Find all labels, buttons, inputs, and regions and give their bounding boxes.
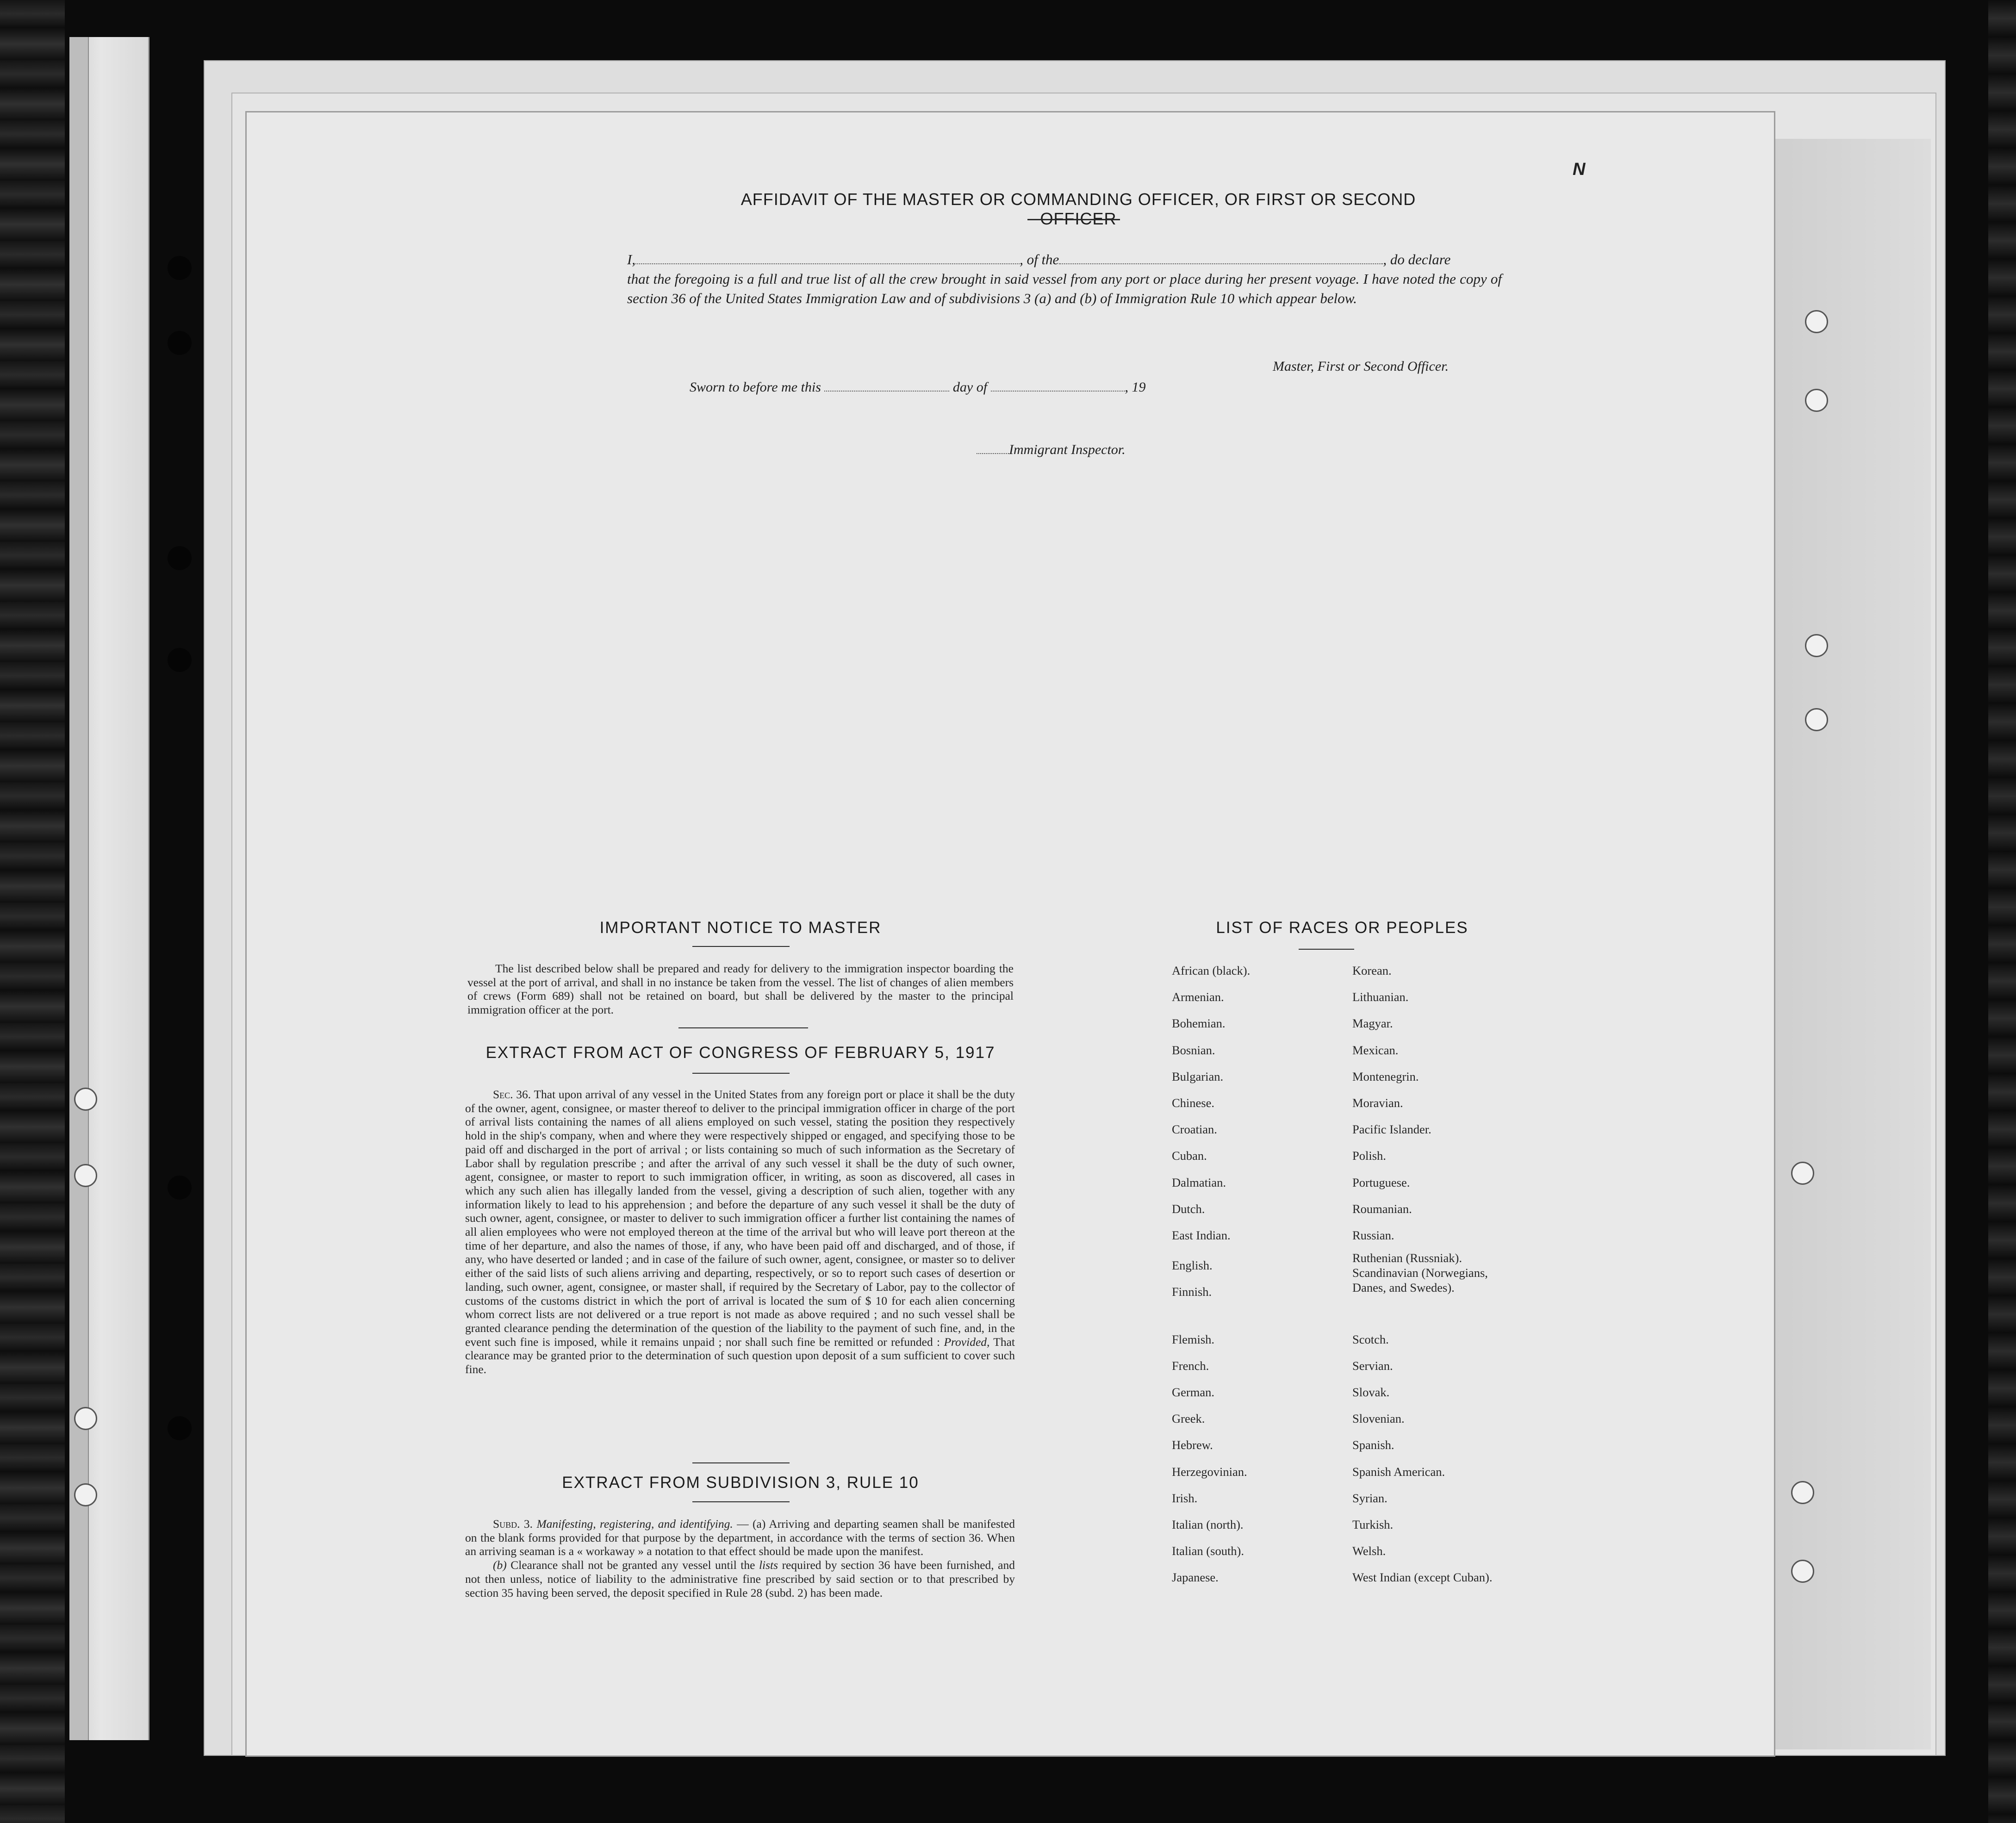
race-item: Portuguese. [1352,1175,1410,1189]
extract-rule-title: EXTRACT FROM SUBDIVISION 3, RULE 10 [562,1474,919,1492]
race-item: Scandinavian (Norwegians, [1352,1266,1488,1280]
subd-b-paragraph [465,1558,1015,1599]
race-item: Roumanian. [1352,1201,1412,1216]
affidavit-declaration-line [627,250,1502,269]
margin-mark: N [1573,160,1586,179]
extract-act-title: EXTRACT FROM ACT OF CONGRESS OF FEBRUARY 5, 1917 [485,1044,996,1062]
subd-a-text: — (a) Arriving and departing seamen shall be manifested on the blank forms provided for that purpose by the department, in accordance with the terms of section 36. When an arriving seaman is a « workaway » a notation to that effect should be made upon the manifest. [465,1517,1015,1558]
punch-hole-ring [74,1088,97,1111]
race-item: West Indian (except Cuban). [1352,1570,1493,1585]
race-item: Scotch. [1352,1332,1389,1346]
race-item: Chinese. [1172,1096,1214,1110]
inspector-line [977,442,1126,458]
race-item: Italian (south). [1172,1544,1244,1558]
race-item: Cuban. [1172,1149,1207,1163]
race-item: African (black). [1172,964,1251,977]
race-item: Polish. [1352,1149,1386,1163]
punch-hole [168,331,192,355]
punch-hole-ring [74,1164,97,1187]
punch-hole-ring [1805,634,1828,657]
punch-hole-ring [1791,1481,1814,1504]
race-item: Armenian. [1172,990,1224,1004]
extract-rule-text [465,1517,1015,1599]
punch-hole-ring [74,1407,97,1430]
vessel-name-field[interactable] [1059,253,1383,264]
race-item: Mexican. [1352,1043,1399,1057]
day-of-label: day of [952,380,988,395]
proviso-label: Provided, [944,1335,990,1349]
race-item: Welsh. [1352,1544,1386,1558]
affidavit-paragraph: that the foregoing is a full and true list of all the crew brought in said vessel from any port or place during her present voyage. I have noted the copy of section 36 of the United States Immigration Law and of subdivisions 3 (a) and (b) of Immigration Rule 10 which appear below. [627,271,1502,306]
subd-b-rest: required by section 36 have been furnished, and not then unless, notice of liability to the administrative fine prescribed by said section or to that prescribed by section 35 having been served, the deposit specified in Rule 28 (subd. 2) has been made. [465,1558,1015,1599]
sworn-day-field[interactable] [824,381,949,392]
race-item: Spanish American. [1352,1464,1445,1479]
notice-title: IMPORTANT NOTICE TO MASTER [599,919,882,937]
sworn-label: Sworn to before me this [690,380,821,395]
punch-hole-ring [1791,1162,1814,1185]
race-item: Bosnian. [1172,1043,1215,1057]
race-item: Croatian. [1172,1122,1217,1137]
sworn-month-field[interactable] [991,381,1125,392]
declare-label: , do declare [1383,251,1451,268]
race-item: Turkish. [1352,1518,1394,1531]
subd-heading: Manifesting, registering, and identifying. [536,1517,733,1531]
race-item: French. [1172,1358,1209,1373]
race-item: Ruthenian (Russniak). [1352,1251,1462,1265]
sworn-line [690,380,1146,395]
race-item: Japanese. [1172,1570,1219,1585]
master-signature-label: Master, First or Second Officer. [1273,359,1449,374]
section-rule [678,1027,808,1028]
race-item: Moravian. [1352,1096,1403,1110]
subd-a-paragraph [465,1517,1015,1558]
race-item: Finnish. [1172,1285,1212,1299]
punch-hole [168,256,192,280]
race-item: Dalmatian. [1172,1175,1226,1189]
race-item: Flemish. [1172,1332,1215,1346]
punch-hole-ring [1791,1560,1814,1583]
notice-paragraph: The list described below shall be prepared and ready for delivery to the immigration inspector boarding the vessel at the port of arrival, and shall in no instance be taken from the vessel. The list of changes of alien members of crews (Form 689) shall not be retained on board, but shall be delivered by the master to the principal immigration officer at the port. [467,962,1014,1017]
race-item: Bohemian. [1172,1016,1226,1031]
sec-text: That upon arrival of any vessel in the United States from any foreign port or place it shall be the duty of the owner, agent, consignee, or master thereof to deliver to the principal immigration officer in charge of the port of arrival lists containing the names of all aliens employed on such vessel, stating the position they respectively hold in the ship's company, when and where they were respectively shipped or engaged, and specifying those to be paid off and discharged in the port of arrival ; or lists containing so much of such information as the Secretary of Labor shall by regulation prescribe ; and after the arrival of any such vessel it shall be the duty of such owner, agent, consignee, or master to report to such immigration officer, in writing, as soon as discovered, all cases in which any such alien has illegally landed from the vessel, giving a description of such alien, together with any information likely to lead to his apprehension ; and before the departure of any such vessel it shall be the duty of such owner, agent, consignee, or master to deliver to such immigration officer a further list containing the names of all alien employees who were not employed thereon at the time of the arrival but who will leave port thereon at the time of her departure, and also the names of those, if any, who have been paid off and discharged, and of those, if any, who have deserted or landed ; and in case of the failure of such owner, agent, consignee, or master so to deliver either of the said lists of such aliens arriving and departing, respectively, or so to report such cases of desertion or landing, such owner, agent, consignee, or master shall, if required by the Secretary of Labor, pay to the collector of customs of the customs district in which the port of arrival is located the sum of $ 10 for each alien concerning whom correct lists are not delivered or a true report is not made as above required ; and no such vessel shall be granted clearance pending the determination of the question of the liability to the payment of such fine, and, in the event such fine is imposed, while it remains unpaid ; nor shall such fine be remitted or refunded : [465,1088,1015,1349]
punch-hole-ring [74,1483,97,1506]
race-item: English. [1172,1258,1213,1273]
title-rule [1027,219,1120,220]
race-item: Hebrew. [1172,1438,1213,1452]
inspector-label: Immigrant Inspector. [1009,442,1126,457]
affidavit-title: AFFIDAVIT OF THE MASTER OR COMMANDING OFFICER, OR FIRST OR SECOND OFFICER [740,190,1416,228]
film-edge-left [0,0,65,1823]
race-item: Syrian. [1352,1491,1388,1505]
subd-b-lists: lists [759,1558,778,1572]
section-rule [692,1073,790,1074]
race-item: Bulgarian. [1172,1069,1224,1083]
inspector-signature-field[interactable] [977,444,1009,454]
race-item: Dutch. [1172,1201,1205,1216]
section-36-paragraph [465,1088,1015,1376]
race-item: Spanish. [1352,1438,1394,1452]
race-item: Korean. [1352,964,1392,977]
punch-hole [168,1176,192,1200]
race-item: German. [1172,1385,1214,1399]
sec-label: Sec. 36. [493,1088,531,1101]
punch-hole-ring [1805,310,1828,333]
race-item: Irish. [1172,1491,1198,1505]
subd-label: Subd. 3. [493,1517,533,1531]
subd-b-start: Clearance shall not be granted any vessel until the [510,1558,755,1572]
races-title: LIST OF RACES OR PEOPLES [1216,919,1468,937]
punch-hole [168,1416,192,1440]
punch-hole-ring [1805,708,1828,731]
race-item: Herzegovinian. [1172,1464,1247,1479]
notice-text [467,962,1014,1017]
race-item: Slovak. [1352,1385,1390,1399]
vessel-label: , of the [1020,251,1059,268]
film-edge-right [1988,0,2016,1823]
section-rule [1299,949,1354,950]
race-item: Servian. [1352,1358,1393,1373]
race-item: Greek. [1172,1412,1205,1426]
section-rule [692,946,790,947]
race-item: Slovenian. [1352,1412,1405,1426]
declarant-label: I, [627,251,636,268]
race-item: Italian (north). [1172,1518,1244,1531]
race-item: Montenegrin. [1352,1069,1419,1083]
race-item: Magyar. [1352,1016,1393,1031]
declarant-name-field[interactable] [635,253,1020,264]
punch-hole-ring [1805,389,1828,412]
race-item: East Indian. [1172,1228,1231,1242]
punch-hole [168,546,192,570]
race-item: Pacific Islander. [1352,1122,1431,1137]
race-item: Lithuanian. [1352,990,1409,1004]
subd-b-label: (b) [493,1558,507,1572]
extract-act-text [465,1088,1015,1376]
sheet-edge [1773,139,1931,1749]
sworn-year-label: , 19 [1125,380,1146,395]
section-rule [692,1462,790,1463]
punch-hole [168,648,192,672]
race-item: Danes, and Swedes). [1352,1281,1455,1295]
proviso-text: That clearance may be granted prior to the determination of such question upon deposit of a sum sufficient to cover such fine. [465,1335,1015,1376]
section-rule [692,1501,790,1502]
race-item: Russian. [1352,1228,1394,1242]
